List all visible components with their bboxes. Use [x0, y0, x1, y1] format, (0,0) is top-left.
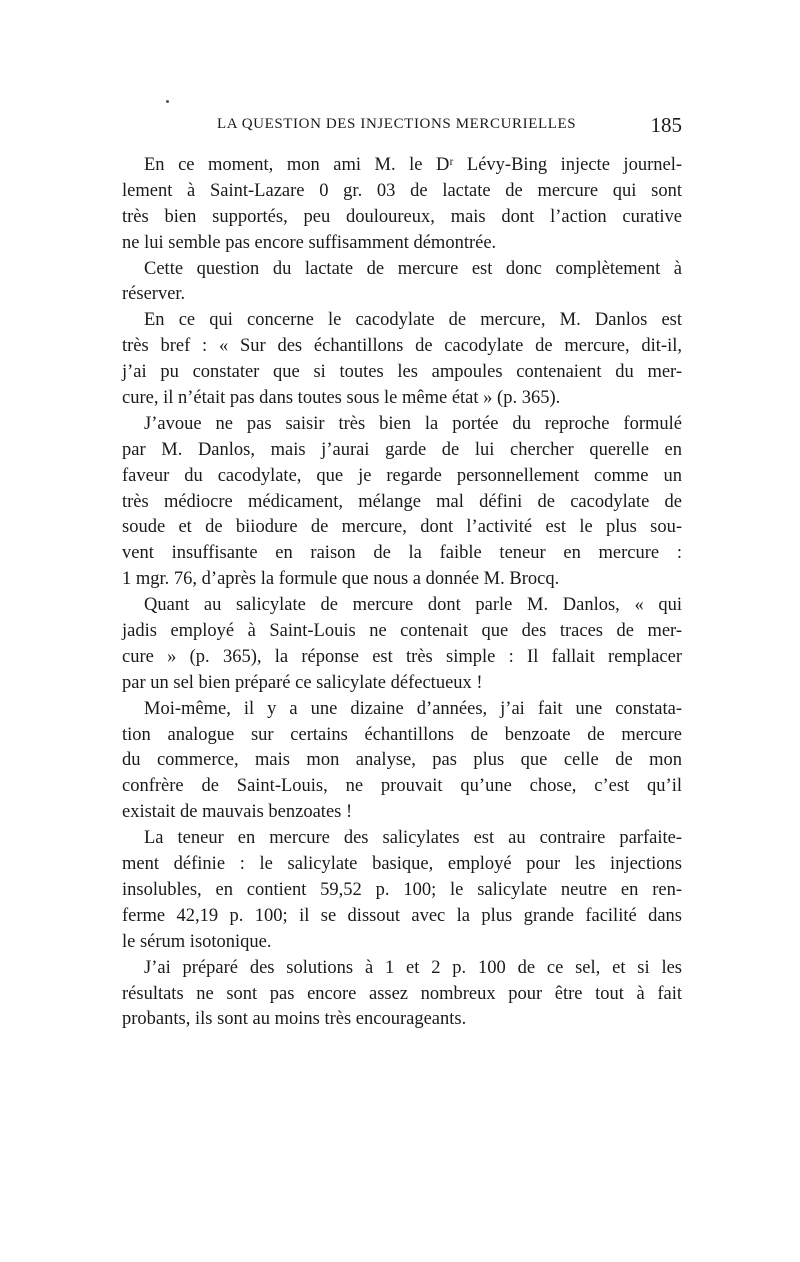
text-line: En ce qui concerne le cacodylate de mercure, M. Danlos est [144, 310, 682, 331]
body-text [122, 153, 682, 1033]
text-line: En ce moment, mon ami M. le Dʳ Lévy-Bing injecte journel- [144, 155, 682, 175]
text-line: lement à Saint-Lazare 0 gr. 03 de lactate de mercure qui sont [122, 180, 682, 201]
text-line: très bref : « Sur des échantillons de cacodylate de mercure, dit-il, [122, 336, 682, 357]
text-line: cure » (p. 365), la réponse est très simple : Il fallait remplacer [122, 646, 682, 667]
page-number: 185 [650, 113, 682, 137]
text-line: Moi-même, il y a une dizaine d’années, j’ai fait une constata- [144, 698, 682, 719]
text-line: La teneur en mercure des salicylates est au contraire parfaite- [144, 828, 682, 849]
text-line: existait de mauvais benzoates ! [122, 802, 353, 823]
text-line: soude et de biiodure de mercure, dont l’activité est le plus sou- [122, 517, 682, 538]
text-line: très bien supportés, peu douloureux, mais dont l’action curative [122, 206, 682, 227]
text-line: vent insuffisante en raison de la faible teneur en mercure : [122, 543, 682, 564]
text-line: le sérum isotonique. [122, 931, 272, 952]
text-line: J’avoue ne pas saisir très bien la portée du reproche formulé [144, 413, 682, 434]
ink-speck [166, 100, 169, 103]
text-line: ne lui semble pas encore suffisamment démontrée. [122, 232, 497, 253]
text-line: confrère de Saint-Louis, ne prouvait qu’une chose, c’est qu’il [122, 776, 682, 797]
text-line: très médiocre médicament, mélange mal défini de cacodylate de [122, 491, 682, 512]
text-line: probants, ils sont au moins très encourageants. [122, 1009, 467, 1030]
text-line: du commerce, mais mon analyse, pas plus que celle de mon [122, 750, 682, 771]
text-line: par M. Danlos, mais j’aurai garde de lui chercher querelle en [122, 439, 682, 460]
text-line: j’ai pu constater que si toutes les ampoules contenaient du mer- [122, 362, 682, 383]
text-line: ment définie : le salicylate basique, employé pour les injections [122, 854, 682, 875]
text-line: Cette question du lactate de mercure est donc complètement à [144, 258, 682, 279]
text-line: tion analogue sur certains échantillons de benzoate de mercure [122, 724, 682, 745]
text-line: Quant au salicylate de mercure dont parle M. Danlos, « qui [144, 595, 682, 616]
text-line: ferme 42,19 p. 100; il se dissout avec la plus grande facilité dans [122, 905, 682, 926]
running-head [122, 113, 682, 146]
text-line: réserver. [122, 284, 186, 305]
text-line: insolubles, en contient 59,52 p. 100; le salicylate neutre en ren- [122, 879, 682, 900]
text-line: J’ai préparé des solutions à 1 et 2 p. 100 de ce sel, et si les [144, 957, 682, 978]
text-line: cure, il n’était pas dans toutes sous le même état » (p. 365). [122, 388, 561, 409]
text-line: par un sel bien préparé ce salicylate défectueux ! [122, 672, 483, 693]
text-line: 1 mgr. 76, d’après la formule que nous a donnée M. Brocq. [122, 569, 560, 590]
text-line: jadis employé à Saint-Louis ne contenait que des traces de mer- [122, 621, 682, 642]
text-line: faveur du cacodylate, que je regarde personnellement comme un [122, 465, 682, 486]
text-line: résultats ne sont pas encore assez nombreux pour être tout à fait [122, 983, 682, 1004]
running-title: LA QUESTION DES INJECTIONS MERCURIELLES [217, 116, 577, 132]
